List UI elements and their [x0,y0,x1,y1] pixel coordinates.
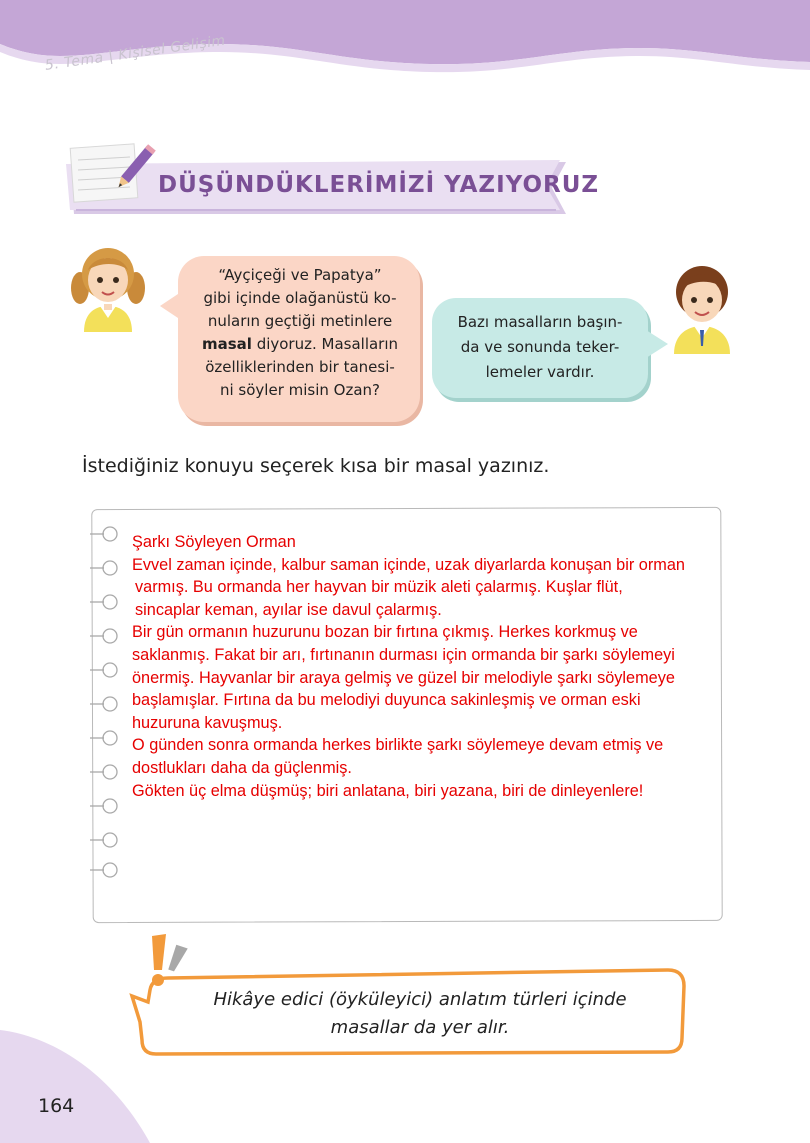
boy-character-illustration [664,262,740,354]
theme-label: 5. Tema | Kişisel Gelişim [44,32,227,74]
story-line: saklanmış. Fakat bir arı, fırtınanın durması için ormanda bir şarkı söylemeyi [132,645,675,664]
story-line: O günden sonra ormanda herkes birlikte şarkı söylemeye devam etmiş ve [132,736,664,755]
story-title: Şarkı Söyleyen Orman [132,533,296,551]
boy-line-2: da ve sonunda teker- [460,338,620,356]
writing-instruction: İstediğiniz konuyu seçerek kısa bir masal yazınız. [82,455,550,477]
story-line: huzuruna kavuşmuş. [132,713,283,732]
girl-line-6: ni söyler misin Ozan? [219,381,381,399]
girl-line-4-rest: diyoruz. Masalların [251,335,399,353]
boy-speech-text [440,310,640,385]
section-title: DÜŞÜNDÜKLERİMİZİ YAZIYORUZ [158,172,600,198]
story-line: Bir gün ormanın huzurunu bozan bir fırtına çıkmış. Herkes korkmuş ve [132,623,638,642]
masal-bold-word: masal [201,335,252,353]
girl-character-illustration [66,240,158,332]
page-number: 164 [38,1095,75,1117]
boy-line-3: lemeler vardır. [485,363,595,381]
top-wave-decoration [0,0,810,90]
note-text [160,986,680,1042]
exclamation-icon [138,932,188,992]
story-line: dostlukları daha da güçlenmiş. [132,758,352,777]
girl-speech-text [184,264,416,402]
story-line: başlamışlar. Fırtına da bu melodiyi duyunca sakinleşmiş ve orman eski [132,691,641,710]
story-line: varmış. Bu ormanda her hayvan bir müzik aleti çalarmış. Kuşlar flüt, [135,578,623,597]
spiral-rings [88,510,122,890]
girl-line-3: nuların geçtiği metinlere [207,312,393,330]
note-line-1: Hikâye edici (öyküleyici) anlatım türleri içinde [213,989,627,1010]
story-line: sincaplar keman, ayılar ise davul çalarmış. [135,600,442,619]
story-text [132,531,732,802]
notepad-pencil-icon [66,138,156,208]
girl-line-2: gibi içinde olağanüstü ko- [203,289,397,307]
girl-line-1: “Ayçiçeği ve Papatya” [218,266,382,284]
girl-line-4 [184,333,416,356]
story-line: Evvel zaman içinde, kalbur saman içinde, uzak diyarlarda konuşan bir orman [132,555,685,574]
girl-line-5: özelliklerinden bir tanesi- [205,358,395,376]
story-line: Gökten üç elma düşmüş; biri anlatana, biri yazana, biri de dinleyenlere! [132,781,644,800]
corner-decoration [0,1030,150,1143]
story-line: önermiş. Hayvanlar bir araya gelmiş ve güzel bir melodiyle şarkı söylemeye [132,668,675,687]
boy-line-1: Bazı masalların başın- [457,313,623,331]
note-line-2: masallar da yer alır. [330,1017,510,1038]
